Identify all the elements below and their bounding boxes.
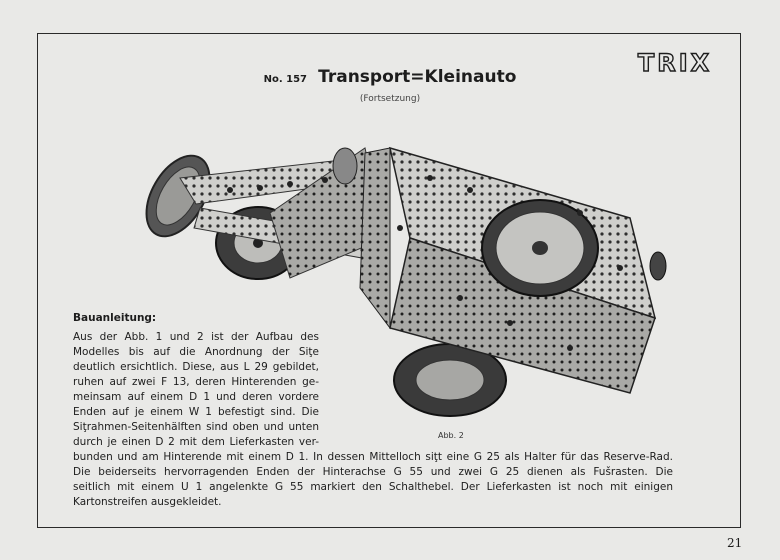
text-line: Enden auf je einem W 1 befestigt sind. Die	[73, 406, 319, 418]
text-line: durch je einen D 2 mit dem Lieferkasten ver-	[73, 436, 319, 448]
text-line: meinsam auf einem D 1 und deren vordere	[73, 391, 319, 403]
figure-caption: Abb. 2	[438, 431, 464, 440]
text-line: Kartonstreifen ausgekleidet.	[73, 496, 222, 508]
instructions-column	[73, 330, 319, 450]
text-line: deutlich ersichtlich. Diese, aus L 29 gebildet,	[73, 361, 319, 373]
text-line: bunden und am Hinterende mit einem D 1. In dessen Mittelloch siţt eine G 25 als Halter für das Reserve-Rad.	[73, 451, 673, 463]
gear-wheel	[650, 252, 666, 280]
text-line: Aus der Abb. 1 und 2 ist der Aufbau des	[73, 331, 319, 343]
model-name: Transport=Kleinauto	[318, 67, 517, 87]
text-line: Die beiderseits hervorragenden Enden der Hinterachse G 55 und zwei G 25 dienen als Fušrasten. Die	[73, 466, 673, 478]
svg-text:TRIX: TRIX	[637, 50, 713, 76]
text-line: ruhen auf zwei F 13, deren Hinterenden ge-	[73, 376, 319, 388]
text-line: Siţrahmen-Seitenhälften sind oben und unten	[73, 421, 319, 433]
instructions-heading: Bauanleitung:	[73, 312, 157, 324]
model-number: No. 157	[263, 74, 308, 85]
text-line: Modelles bis auf die Anordnung der Siţe	[73, 346, 319, 358]
instructions-continuation	[73, 450, 673, 510]
gear-wheel	[333, 148, 357, 184]
model-title	[0, 67, 780, 87]
page-number: 21	[727, 536, 743, 550]
subtitle: (Fortsetzung)	[359, 94, 421, 104]
text-line: seitlich mit einem U 1 angelenkte G 55 markiert den Schalthebel. Der Lieferkasten ist noch mit einigen	[73, 481, 673, 493]
